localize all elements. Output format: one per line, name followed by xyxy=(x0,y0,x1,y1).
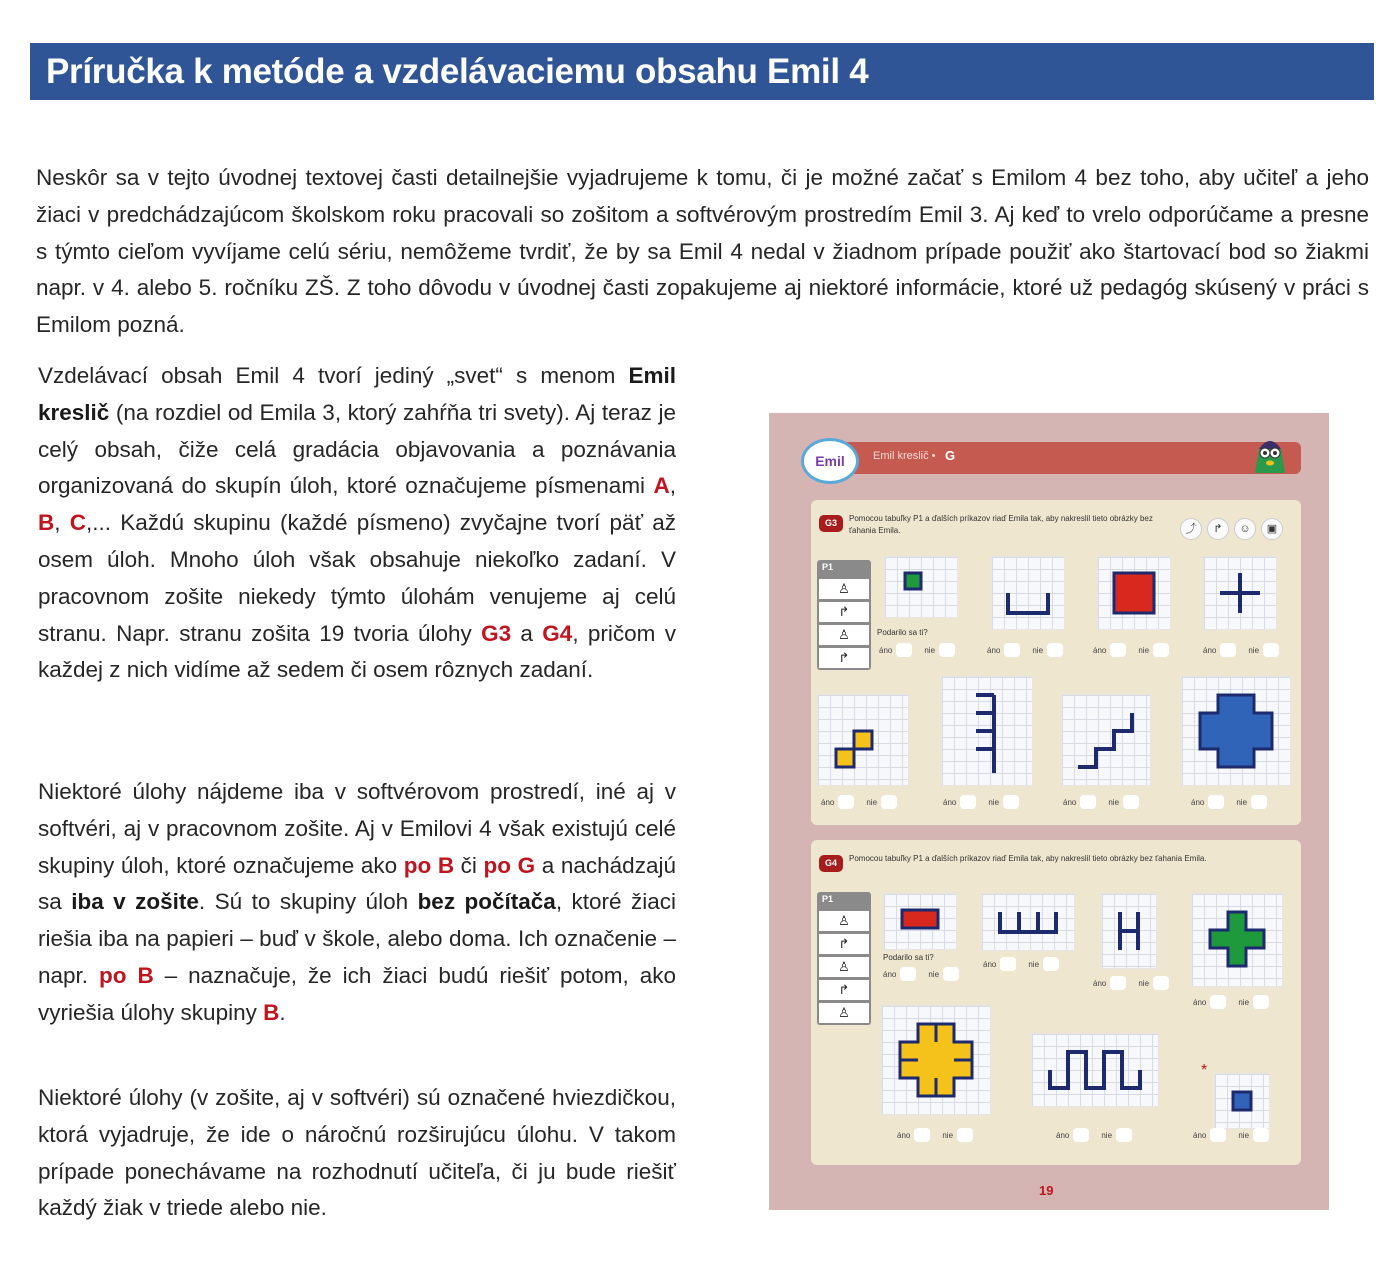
workbook-header-label: Emil kreslič • xyxy=(873,450,936,462)
no-label: nie xyxy=(1248,645,1260,655)
p1-label: P1 xyxy=(822,562,834,572)
tool-icons xyxy=(1180,518,1283,540)
task-instruction: Pomocou tabuľky P1 a ďalších príkazov riaď Emila tak, aby nakreslil tieto obrázky bez ťahania Emila. xyxy=(849,514,1153,535)
no-label: nie xyxy=(1032,645,1044,655)
yes-checkbox[interactable] xyxy=(1073,1128,1089,1142)
yes-no-boxes xyxy=(821,795,905,809)
drawing-red-rectangle xyxy=(883,893,957,950)
workbook-page-number: 19 xyxy=(1039,1183,1054,1198)
workbook-page-image xyxy=(769,413,1329,1210)
emil-logo: Emil xyxy=(801,438,859,484)
yes-checkbox[interactable] xyxy=(914,1128,930,1142)
yes-checkbox[interactable] xyxy=(900,967,916,981)
drawing-ш-shape xyxy=(981,893,1075,951)
step-icon: ♙ xyxy=(819,625,869,645)
workbook-header xyxy=(811,442,1301,474)
page-title: Príručka k metóde a vzdelávaciemu obsahu Emil 4 xyxy=(46,52,869,91)
yes-checkbox[interactable] xyxy=(1208,795,1224,809)
p1-table xyxy=(817,892,871,1025)
no-checkbox[interactable] xyxy=(1043,957,1059,971)
no-label: nie xyxy=(1101,1130,1113,1140)
question-label: Podarilo sa ti? xyxy=(877,628,928,637)
no-label: nie xyxy=(1238,1130,1250,1140)
drawing-blue-square xyxy=(1214,1073,1270,1129)
step-icon: ♙ xyxy=(819,957,869,977)
yes-checkbox[interactable] xyxy=(1110,643,1126,657)
task-badge: G4 xyxy=(819,855,843,872)
no-label: nie xyxy=(1238,997,1250,1007)
yes-label: áno xyxy=(1093,645,1107,655)
paragraph-star: Niektoré úlohy (v zošite, aj v softvéri) sú označené hviezdičkou, ktorá vyjadruje, že ide o náročnú rozširujúcu úlohu. V takom prípade ponechávame na rozhodnutí učiteľa, či ju bude riešiť každý žiak v triede alebo nie. xyxy=(38,1085,676,1221)
no-checkbox[interactable] xyxy=(1253,995,1269,1009)
group-letter: A xyxy=(653,473,670,499)
yes-checkbox[interactable] xyxy=(1004,643,1020,657)
drawing-green-cross xyxy=(1191,893,1283,987)
no-label: nie xyxy=(1138,645,1150,655)
no-label: nie xyxy=(866,797,878,807)
text: , pričom v každej z nich vidíme až sedem či osem rôznych zadaní. xyxy=(38,620,677,683)
yes-label: áno xyxy=(879,645,893,655)
task-g4-panel xyxy=(811,840,1301,1165)
yes-checkbox[interactable] xyxy=(960,795,976,809)
turn-icon: ↱ xyxy=(819,980,869,1000)
yes-label: áno xyxy=(821,797,835,807)
yes-label: áno xyxy=(1056,1130,1070,1140)
task-ref: G4 xyxy=(542,620,573,646)
group-letter: B xyxy=(38,510,55,536)
yes-no-boxes xyxy=(879,643,963,657)
yes-no-boxes xyxy=(1193,1128,1277,1142)
task-instruction: Pomocou tabuľky P1 a ďalších príkazov riaď Emila tak, aby nakreslil tieto obrázky bez ťahania Emila. xyxy=(849,854,1207,863)
yes-label: áno xyxy=(883,969,897,979)
drawing-blue-cross xyxy=(1181,676,1291,786)
text: ,... Každú skupinu (každé písmeno) zvyčajne tvorí päť až osem úloh. Mnoho úloh však obsahuje niekoľko zadaní. V pracovnom zošite niekedy týmto úlohám venujeme aj celú stranu. Napr. stranu zošita 19 tvoria úlohy xyxy=(38,510,676,646)
step-icon: ♙ xyxy=(819,1003,869,1023)
yes-checkbox[interactable] xyxy=(838,795,854,809)
group-ref: po B xyxy=(99,962,154,988)
emphasis: iba v zošite xyxy=(71,889,199,915)
yes-checkbox[interactable] xyxy=(1000,957,1016,971)
text: , xyxy=(54,510,70,536)
turn-icon: ↱ xyxy=(819,648,869,668)
no-label: nie xyxy=(1028,959,1040,969)
no-label: nie xyxy=(1236,797,1248,807)
drawing-green-square xyxy=(884,556,958,618)
group-ref: po B xyxy=(403,852,455,878)
text: Niektoré úlohy nájdeme iba v softvérovom prostredí, iné aj v softvéri, aj v pracovnom zošite. Aj v Emilovi 4 však existujú celé skupiny úloh, ktoré označujeme ako xyxy=(38,779,676,878)
paragraph-content xyxy=(38,358,676,689)
emphasis: Emil kreslič xyxy=(38,363,676,425)
yes-no-boxes xyxy=(1193,995,1277,1009)
paragraph-workbook-only xyxy=(38,774,676,1032)
workbook-header-letter: G xyxy=(945,448,956,463)
task-badge: G3 xyxy=(819,515,843,532)
turn-icon: ↱ xyxy=(1207,518,1229,540)
turn-icon: ↱ xyxy=(819,602,869,622)
yes-label: áno xyxy=(983,959,997,969)
drawing-plus xyxy=(1203,556,1277,630)
yes-no-boxes xyxy=(943,795,1027,809)
yes-label: áno xyxy=(1193,1130,1207,1140)
yes-label: áno xyxy=(1063,797,1077,807)
yes-label: áno xyxy=(897,1130,911,1140)
title-bar xyxy=(30,43,1374,100)
text: , ktoré žiaci riešia iba na papieri – buď v škole, alebo doma. Ich označenie – napr. xyxy=(38,889,677,988)
no-checkbox[interactable] xyxy=(1153,976,1169,990)
yes-no-boxes xyxy=(983,957,1067,971)
no-label: nie xyxy=(988,797,1000,807)
no-label: nie xyxy=(928,969,940,979)
yes-no-boxes xyxy=(1203,643,1287,657)
no-checkbox[interactable] xyxy=(1251,795,1267,809)
text: Vzdelávací obsah Emil 4 tvorí jediný „svet“ s menom xyxy=(38,363,629,388)
no-checkbox[interactable] xyxy=(1116,1128,1132,1142)
no-label: nie xyxy=(924,645,936,655)
yes-checkbox[interactable] xyxy=(1080,795,1096,809)
step-icon: ♙ xyxy=(819,579,869,599)
yes-checkbox[interactable] xyxy=(896,643,912,657)
no-label: nie xyxy=(1138,978,1150,988)
group-ref: B xyxy=(263,999,280,1025)
task-ref: G3 xyxy=(481,620,512,646)
no-checkbox[interactable] xyxy=(1253,1128,1269,1142)
yes-no-boxes xyxy=(1056,1128,1140,1142)
yes-no-boxes xyxy=(897,1128,981,1142)
question-label: Podarilo sa ti? xyxy=(883,953,934,962)
drawing-h-shape xyxy=(1101,893,1157,969)
yes-label: áno xyxy=(1193,997,1207,1007)
task-g3-panel xyxy=(811,500,1301,825)
text: . xyxy=(279,999,286,1025)
drawing-comb xyxy=(941,676,1033,786)
yes-no-boxes xyxy=(987,643,1071,657)
text: (na rozdiel od Emila 3, ktorý zahŕňa tri svety). Aj teraz je celý obsah, čiže celá gradácia objavovania a poznávania organizovaná do skupín úloh, ktoré označujeme písmenami xyxy=(38,399,676,499)
no-checkbox[interactable] xyxy=(1263,643,1279,657)
p1-table xyxy=(817,560,871,670)
no-checkbox[interactable] xyxy=(1153,643,1169,657)
star-icon: * xyxy=(1201,1062,1208,1079)
drawing-stairs xyxy=(1061,694,1151,786)
no-label: nie xyxy=(1108,797,1120,807)
yes-no-boxes xyxy=(1063,795,1147,809)
step-icon: ⤴ xyxy=(1180,518,1202,540)
text: a xyxy=(511,620,543,646)
p1-icon: ▣ xyxy=(1261,518,1283,540)
yes-label: áno xyxy=(1093,978,1107,988)
text: či xyxy=(454,852,484,878)
yes-no-boxes xyxy=(1093,976,1177,990)
step-icon: ♙ xyxy=(819,911,869,931)
group-letter: C xyxy=(69,510,86,536)
yes-checkbox[interactable] xyxy=(1110,976,1126,990)
yes-no-boxes xyxy=(883,967,967,981)
yes-label: áno xyxy=(1191,797,1205,807)
group-ref: po G xyxy=(483,852,536,878)
no-checkbox[interactable] xyxy=(881,795,897,809)
text: , xyxy=(669,473,676,499)
no-checkbox[interactable] xyxy=(943,967,959,981)
intro-paragraph: Neskôr sa v tejto úvodnej textovej časti detailnejšie vyjadrujeme k tomu, či je možné začať s Emilom 4 bez toho, aby učiteľ a jeho žiaci v predchádzajúcom školskom roku pracovali so zošitom a softvérovým prostredím Emil 3. Aj keď to vrelo odporúčame a presne s týmto cieľom vyvíjame celú sériu, nemôžeme tvrdiť, že by sa Emil 4 nedal v žiadnom prípade použiť ako štartovací bod so žiakmi napr. v 4. alebo 5. ročníku ZŠ. Z toho dôvodu v úvodnej časti zopakujeme aj niektoré informácie, ktoré už pedagóg skúsený v práci s Emilom pozná. xyxy=(36,165,1369,338)
emil-icon: ☺ xyxy=(1234,518,1256,540)
text: . Sú to skupiny úloh xyxy=(198,889,418,915)
yes-checkbox[interactable] xyxy=(1220,643,1236,657)
no-checkbox[interactable] xyxy=(957,1128,973,1142)
yes-no-boxes xyxy=(1093,643,1177,657)
no-checkbox[interactable] xyxy=(1123,795,1139,809)
text: – naznačuje, že ich žiaci budú riešiť potom, ako vyriešia úlohy skupiny xyxy=(38,962,676,1025)
text: a nachádzajú sa xyxy=(38,852,676,915)
drawing-red-square xyxy=(1097,556,1171,630)
yes-checkbox[interactable] xyxy=(1210,995,1226,1009)
drawing-u-shape xyxy=(991,556,1065,630)
drawing-yellow-hash xyxy=(881,1005,991,1115)
yes-label: áno xyxy=(943,797,957,807)
yes-label: áno xyxy=(1203,645,1217,655)
no-checkbox[interactable] xyxy=(939,643,955,657)
drawing-yellow-squares xyxy=(817,694,909,786)
p1-label: P1 xyxy=(822,894,834,904)
yes-label: áno xyxy=(987,645,1001,655)
emphasis: bez počítača xyxy=(417,889,556,915)
drawing-square-wave xyxy=(1031,1033,1159,1107)
emil-mascot-icon xyxy=(1247,433,1293,475)
turn-icon: ↱ xyxy=(819,934,869,954)
no-label: nie xyxy=(942,1130,954,1140)
yes-checkbox[interactable] xyxy=(1210,1128,1226,1142)
no-checkbox[interactable] xyxy=(1003,795,1019,809)
no-checkbox[interactable] xyxy=(1047,643,1063,657)
yes-no-boxes xyxy=(1191,795,1275,809)
